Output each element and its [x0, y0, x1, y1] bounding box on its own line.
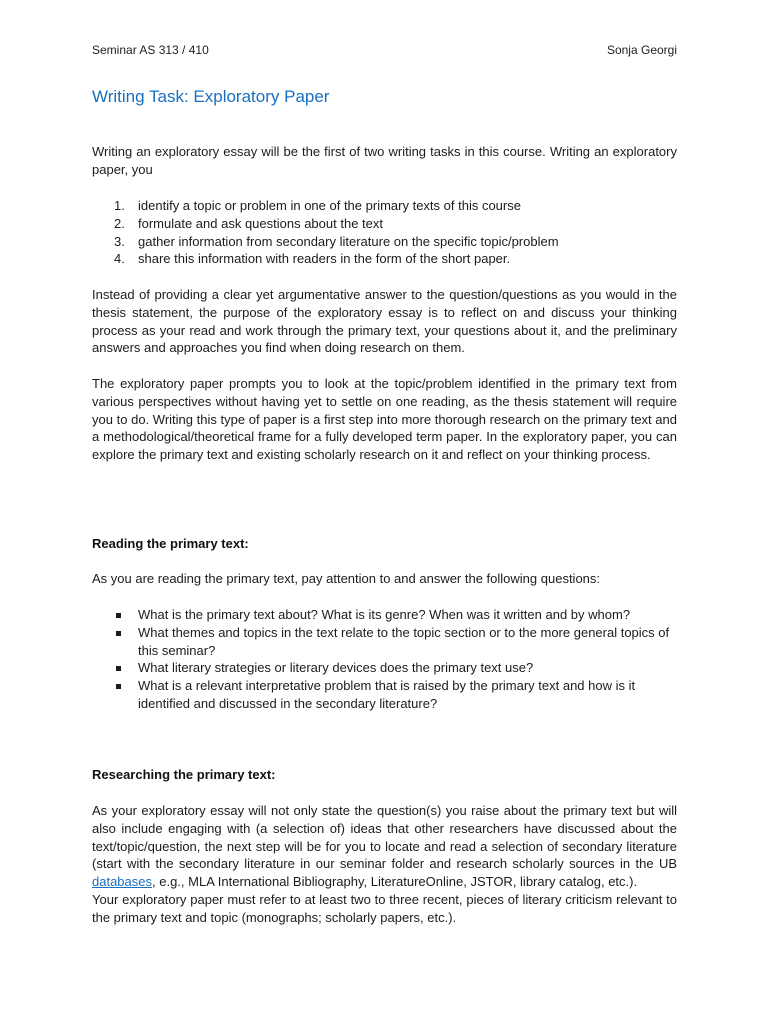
list-item: [92, 659, 677, 677]
perspectives-paragraph: The exploratory paper prompts you to look at the topic/problem identified in the primary text from various perspectives without having yet to settle on one reading, as the thesis statement will require you to do. Writing this type of paper is a first step into more thorough research on the primary text and a methodological/theoretical frame for a fully developed term paper. In the exploratory paper, you can explore the primary text and existing scholarly research on it and reflect on your thinking process.: [92, 376, 677, 463]
task-steps-list: [92, 197, 677, 268]
bullet-icon: [116, 631, 121, 636]
course-label: Seminar AS 313 / 410: [92, 43, 209, 57]
document-title: Writing Task: Exploratory Paper: [92, 87, 330, 106]
bullet-icon: [116, 666, 121, 671]
list-item: [92, 606, 677, 624]
list-item-text: gather information from secondary literature on the specific topic/problem: [138, 233, 559, 249]
list-item-text: formulate and ask questions about the text: [138, 215, 383, 231]
requirement-text: Your exploratory paper must refer to at least two to three recent, pieces of literary criticism relevant to the primary text and topic (monographs; scholarly papers, etc.).: [92, 891, 677, 925]
list-number: 1.: [114, 198, 125, 213]
list-item-text: share this information with readers in the form of the short paper.: [138, 251, 511, 267]
list-item: [92, 677, 677, 713]
bullet-icon: [116, 613, 121, 618]
research-text-start: As your exploratory essay will not only state the question(s) you raise about the primary text but will also include engaging with (a selection of) ideas that other researchers have discussed about the text/topic/question, the next step will be for you to locate and read a selection of secondary literature (start with the secondary literature in our seminar folder and research scholarly sources in the UB: [92, 803, 677, 872]
researching-heading: Researching the primary text:: [92, 767, 276, 782]
author-name: Sonja Georgi: [606, 43, 677, 57]
list-item-text: What themes and topics in the text relate to the topic section or to the more general topics of this seminar?: [138, 624, 670, 658]
reading-heading: Reading the primary text:: [92, 536, 249, 551]
list-item: [92, 215, 677, 233]
list-item: [92, 624, 677, 660]
list-item-text: What is a relevant interpretative problem that is raised by the primary text and how is it identified and discussed in the secondary literature?: [138, 678, 636, 711]
purpose-paragraph: Instead of providing a clear yet argumentative answer to the question/questions as you would in the thesis statement, the purpose of the exploratory essay is to reflect on and discuss your thinking process as your read and work through the primary text, your questions about it, and the preliminary answers and approaches you find when doing research on them.: [92, 287, 677, 356]
research-text-end: , e.g., MLA International Bibliography, LiteratureOnline, JSTOR, library catalog, etc.).: [152, 874, 638, 890]
list-item: [92, 197, 677, 215]
list-number: 2.: [114, 215, 125, 231]
bullet-icon: [116, 684, 121, 689]
research-paragraph: [92, 802, 677, 927]
list-item-text: What literary strategies or literary devices does the primary text use?: [138, 660, 534, 676]
list-number: 3.: [114, 233, 125, 249]
list-item: [92, 233, 677, 251]
page-header: [92, 43, 677, 57]
list-item: [92, 250, 677, 268]
list-item-text: identify a topic or problem in one of the primary texts of this course: [138, 198, 521, 213]
reading-questions-list: [92, 606, 677, 713]
reading-intro: As you are reading the primary text, pay attention to and answer the following questions:: [92, 571, 601, 586]
list-item-text: What is the primary text about? What is its genre? When was it written and by whom?: [138, 607, 631, 622]
databases-link[interactable]: databases: [92, 874, 152, 890]
intro-paragraph: Writing an exploratory essay will be the first of two writing tasks in this course. Writing an exploratory paper, you: [92, 144, 677, 177]
list-number: 4.: [114, 251, 125, 267]
